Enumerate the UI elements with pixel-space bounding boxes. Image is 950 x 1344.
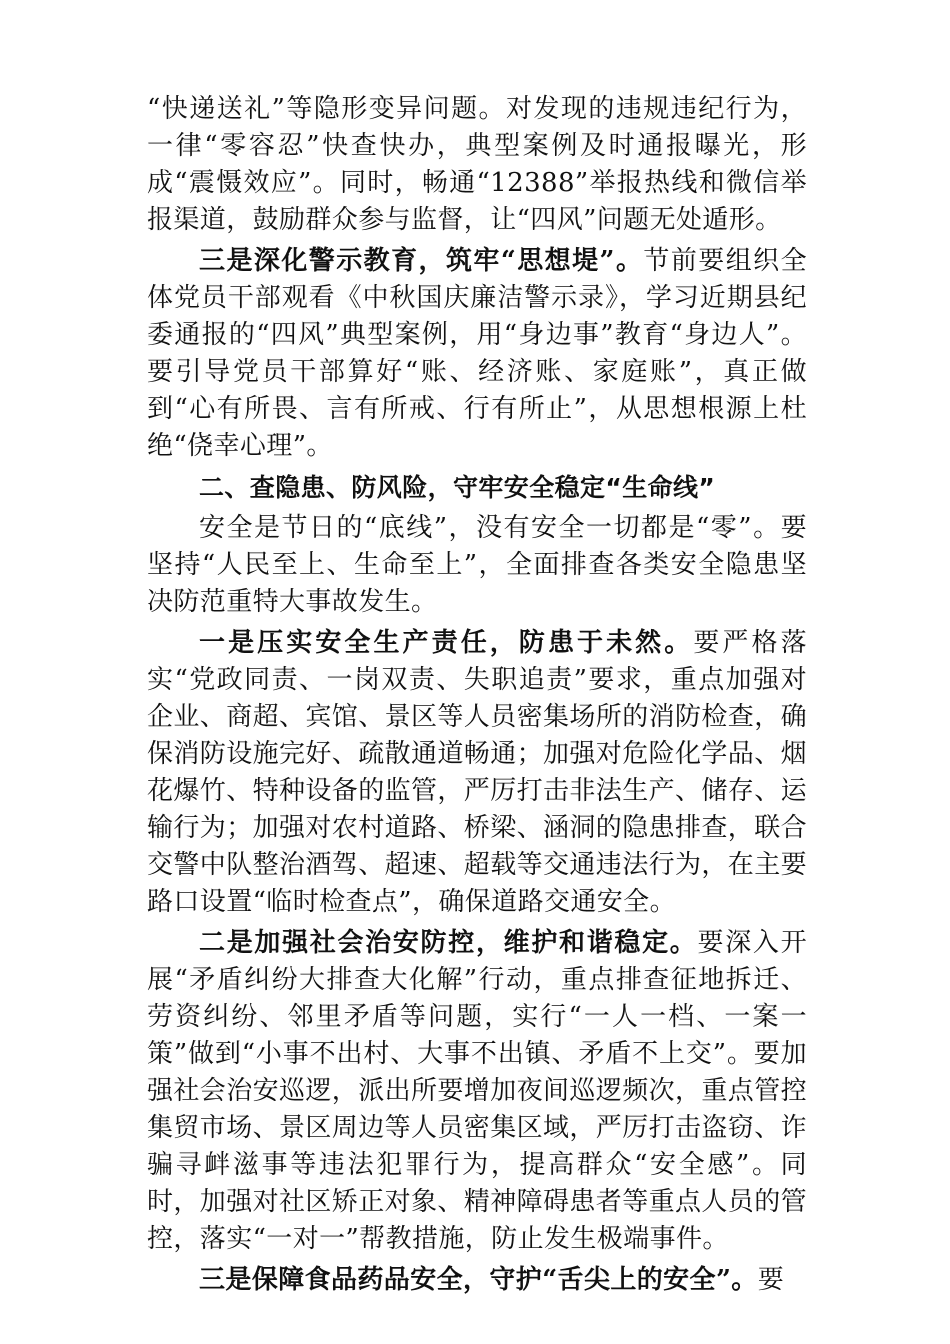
paragraph-4 — [147, 625, 807, 921]
paragraph-2 — [147, 243, 807, 465]
paragraph-lead: 二是加强社会治安防控，维护和谐稳定。 — [199, 928, 698, 958]
paragraph-text: “快递送礼”等隐形变异问题。对发现的违规违纪行为，一律“零容忍”快查快办，典型案例及时通报曝光，形成“震慑效应”。同时，畅通“12388”举报热线和微信举报渠道，鼓励群众参与监督，让“四风”问题无处遁形。 — [147, 94, 807, 235]
paragraph-lead: 三是保障食品药品安全，守护“舌尖上的安全”。 — [199, 1265, 758, 1295]
paragraph-6 — [147, 1262, 807, 1299]
section-heading: 二、查隐患、防风险，守牢安全稳定“生命线” — [199, 473, 716, 502]
paragraph-lead: 一是压实安全生产责任，防患于未然。 — [199, 628, 694, 658]
paragraph-text: 要深入开展“矛盾纠纷大排查大化解”行动，重点排查征地拆迁、劳资纠纷、邻里矛盾等问题，实行“一人一档、一案一策”做到“小事不出村、大事不出镇、矛盾不上交”。要加强社会治安巡逻，派出所要增加夜间巡逻频次，重点管控集贸市场、景区周边等人员密集区域，严厉打击盗窃、诈骗寻衅滋事等违法犯罪行为，提高群众“安全感”。同时，加强对社区矫正对象、精神障碍患者等重点人员的管控，落实“一对一”帮教措施，防止发生极端事件。 — [147, 928, 808, 1254]
paragraph-text: 要严格落实“党政同责、一岗双责、失职追责”要求，重点加强对企业、商超、宾馆、景区等人员密集场所的消防检查，确保消防设施完好、疏散通道畅通；加强对危险化学品、烟花爆竹、特种设备的监管，严厉打击非法生产、储存、运输行为；加强对农村道路、桥梁、涵洞的隐患排查，联合交警中队整治酒驾、超速、超载等交通违法行为，在主要路口设置“临时检查点”，确保道路交通安全。 — [147, 628, 808, 917]
paragraph-3 — [147, 510, 807, 621]
paragraph-text: 安全是节日的“底线”，没有安全一切都是“零”。要坚持“人民至上、生命至上”，全面排查各类安全隐患坚决防范重特大事故发生。 — [147, 513, 807, 617]
document-body — [147, 91, 807, 1303]
paragraph-lead: 三是深化警示教育，筑牢“思想堤”。 — [199, 246, 644, 276]
paragraph-text: 节前要组织全体党员干部观看《中秋国庆廉洁警示录》，学习近期县纪委通报的“四风”典型案例，用“身边事”教育“身边人”。要引导党员干部算好“账、经济账、家庭账”，真正做到“心有所畏、言有所戒、行有所止”，从思想根源上杜绝“侥幸心理”。 — [147, 246, 807, 461]
paragraph-text: 要 — [757, 1265, 785, 1295]
paragraph-5 — [147, 925, 807, 1258]
paragraph-1 — [147, 91, 807, 239]
